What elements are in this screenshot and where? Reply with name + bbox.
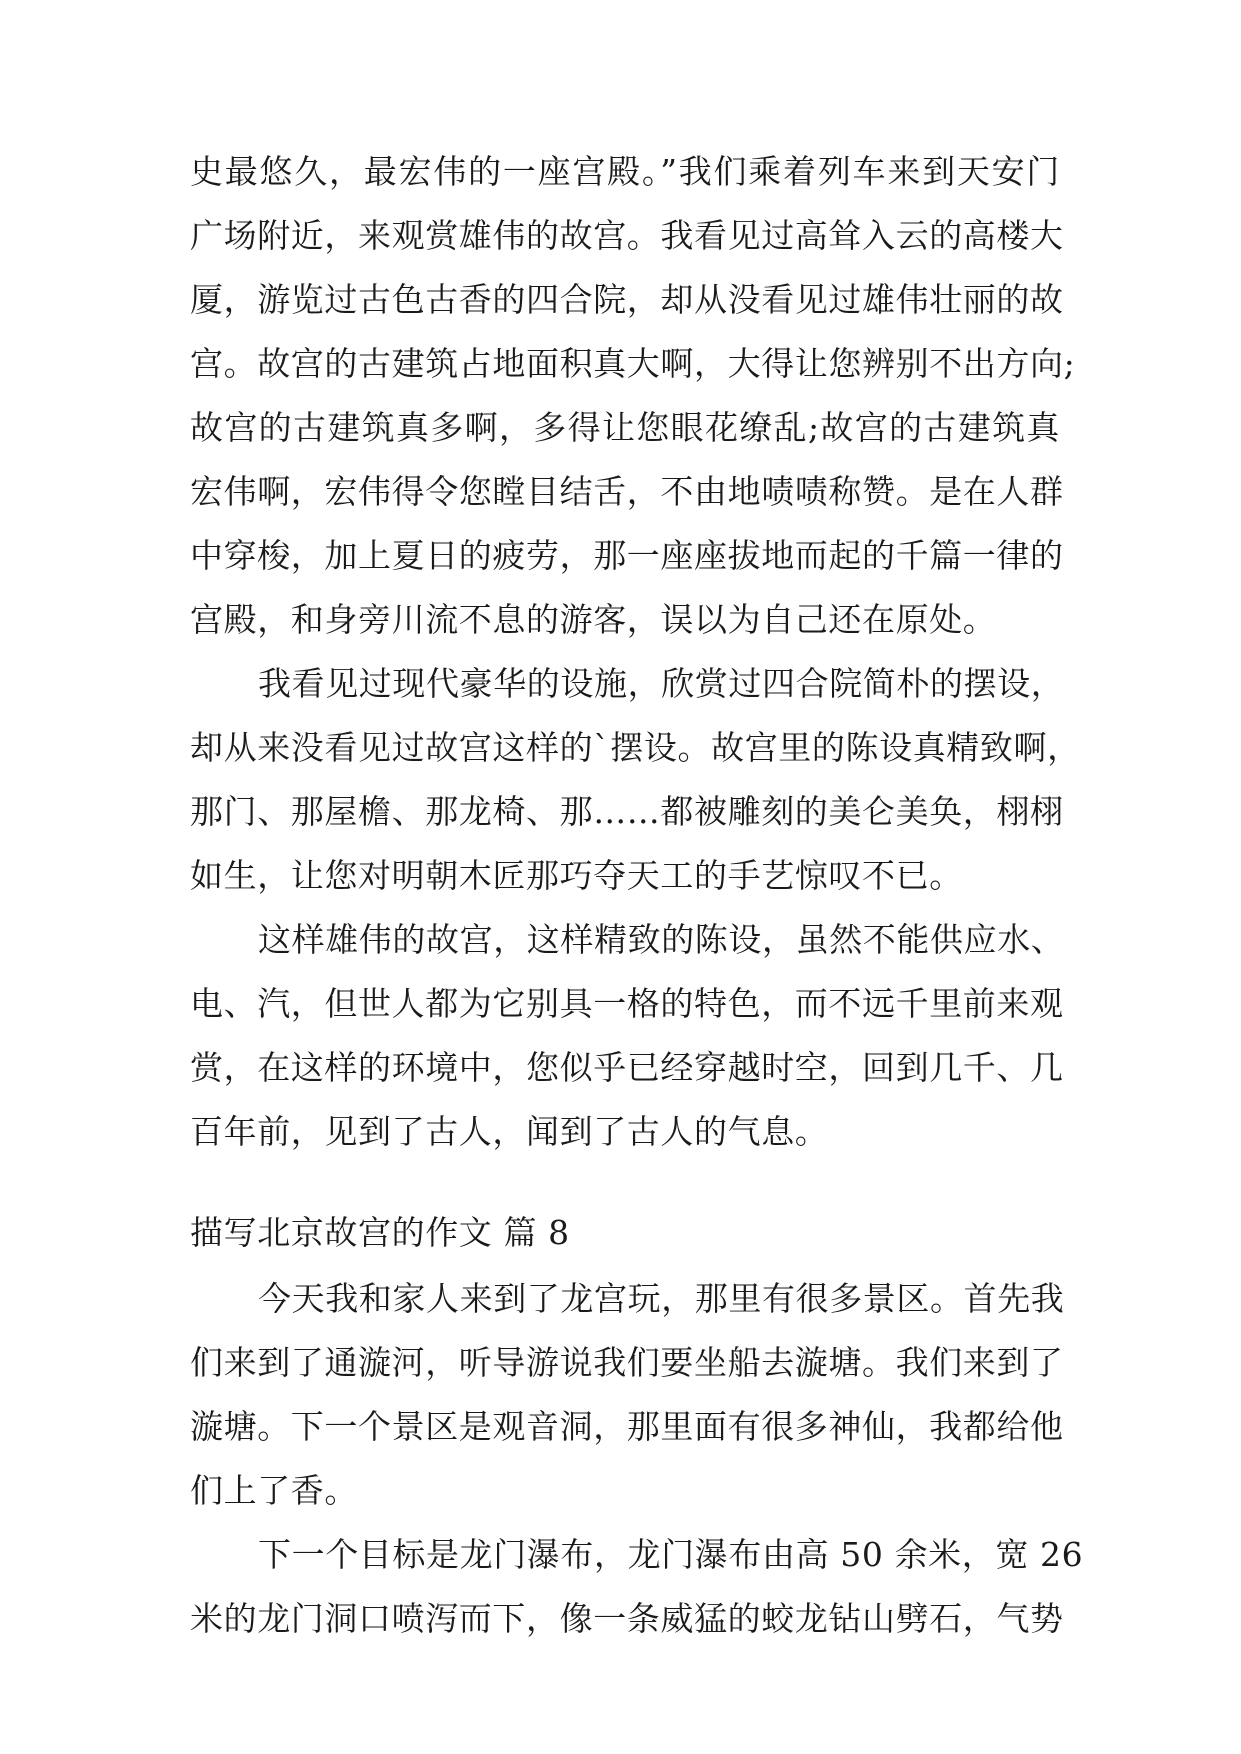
text-line: 那门、那屋檐、那龙椅、那……都被雕刻的美仑美奂，栩栩: [190, 792, 1064, 831]
text-line: 这样雄伟的故宫，这样精致的陈设，虽然不能供应水、: [258, 920, 1065, 959]
text-line: 却从来没看见过故宫这样的`摆设。故宫里的陈设真精致啊，: [190, 728, 1081, 767]
text-line: 我看见过现代豪华的设施，欣赏过四合院简朴的摆设，: [258, 664, 1065, 703]
text-line: 们来到了通漩河，听导游说我们要坐船去漩塘。我们来到了: [190, 1343, 1064, 1382]
text-line: 宫。故宫的古建筑占地面积真大啊，大得让您辨别不出方向;: [190, 344, 1076, 383]
section-heading: 描写北京故宫的作文 篇 8: [190, 1213, 570, 1252]
text-line: 百年前，见到了古人，闻到了古人的气息。: [190, 1112, 829, 1151]
text-line: 今天我和家人来到了龙宫玩，那里有很多景区。首先我: [258, 1279, 1065, 1318]
text-line: 厦，游览过古色古香的四合院，却从没看见过雄伟壮丽的故: [190, 280, 1064, 319]
text-line: 下一个目标是龙门瀑布，龙门瀑布由高 50 余米，宽 26: [258, 1535, 1084, 1574]
text-line: 电、汽，但世人都为它别具一格的特色，而不远千里前来观: [190, 984, 1064, 1023]
text-line: 赏，在这样的环境中，您似乎已经穿越时空，回到几千、几: [190, 1048, 1064, 1087]
text-line: 宏伟啊，宏伟得令您瞠目结舌，不由地啧啧称赞。是在人群: [190, 472, 1064, 511]
text-line: 宫殿，和身旁川流不息的游客，误以为自己还在原处。: [190, 600, 997, 639]
text-line: 广场附近，来观赏雄伟的故宫。我看见过高耸入云的高楼大: [190, 216, 1064, 255]
text-line: 中穿梭，加上夏日的疲劳，那一座座拔地而起的千篇一律的: [190, 536, 1064, 575]
text-line: 漩塘。下一个景区是观音洞，那里面有很多神仙，我都给他: [190, 1407, 1064, 1446]
text-line: 故宫的古建筑真多啊，多得让您眼花缭乱;故宫的古建筑真: [190, 408, 1060, 447]
text-line: 们上了香。: [190, 1471, 358, 1510]
text-line: 如生，让您对明朝木匠那巧夺天工的手艺惊叹不已。: [190, 856, 963, 895]
text-line: 史最悠久，最宏伟的一座宫殿。”我们乘着列车来到天安门: [190, 152, 1060, 191]
text-line: 米的龙门洞口喷泻而下，像一条威猛的蛟龙钻山劈石，气势: [190, 1599, 1064, 1638]
